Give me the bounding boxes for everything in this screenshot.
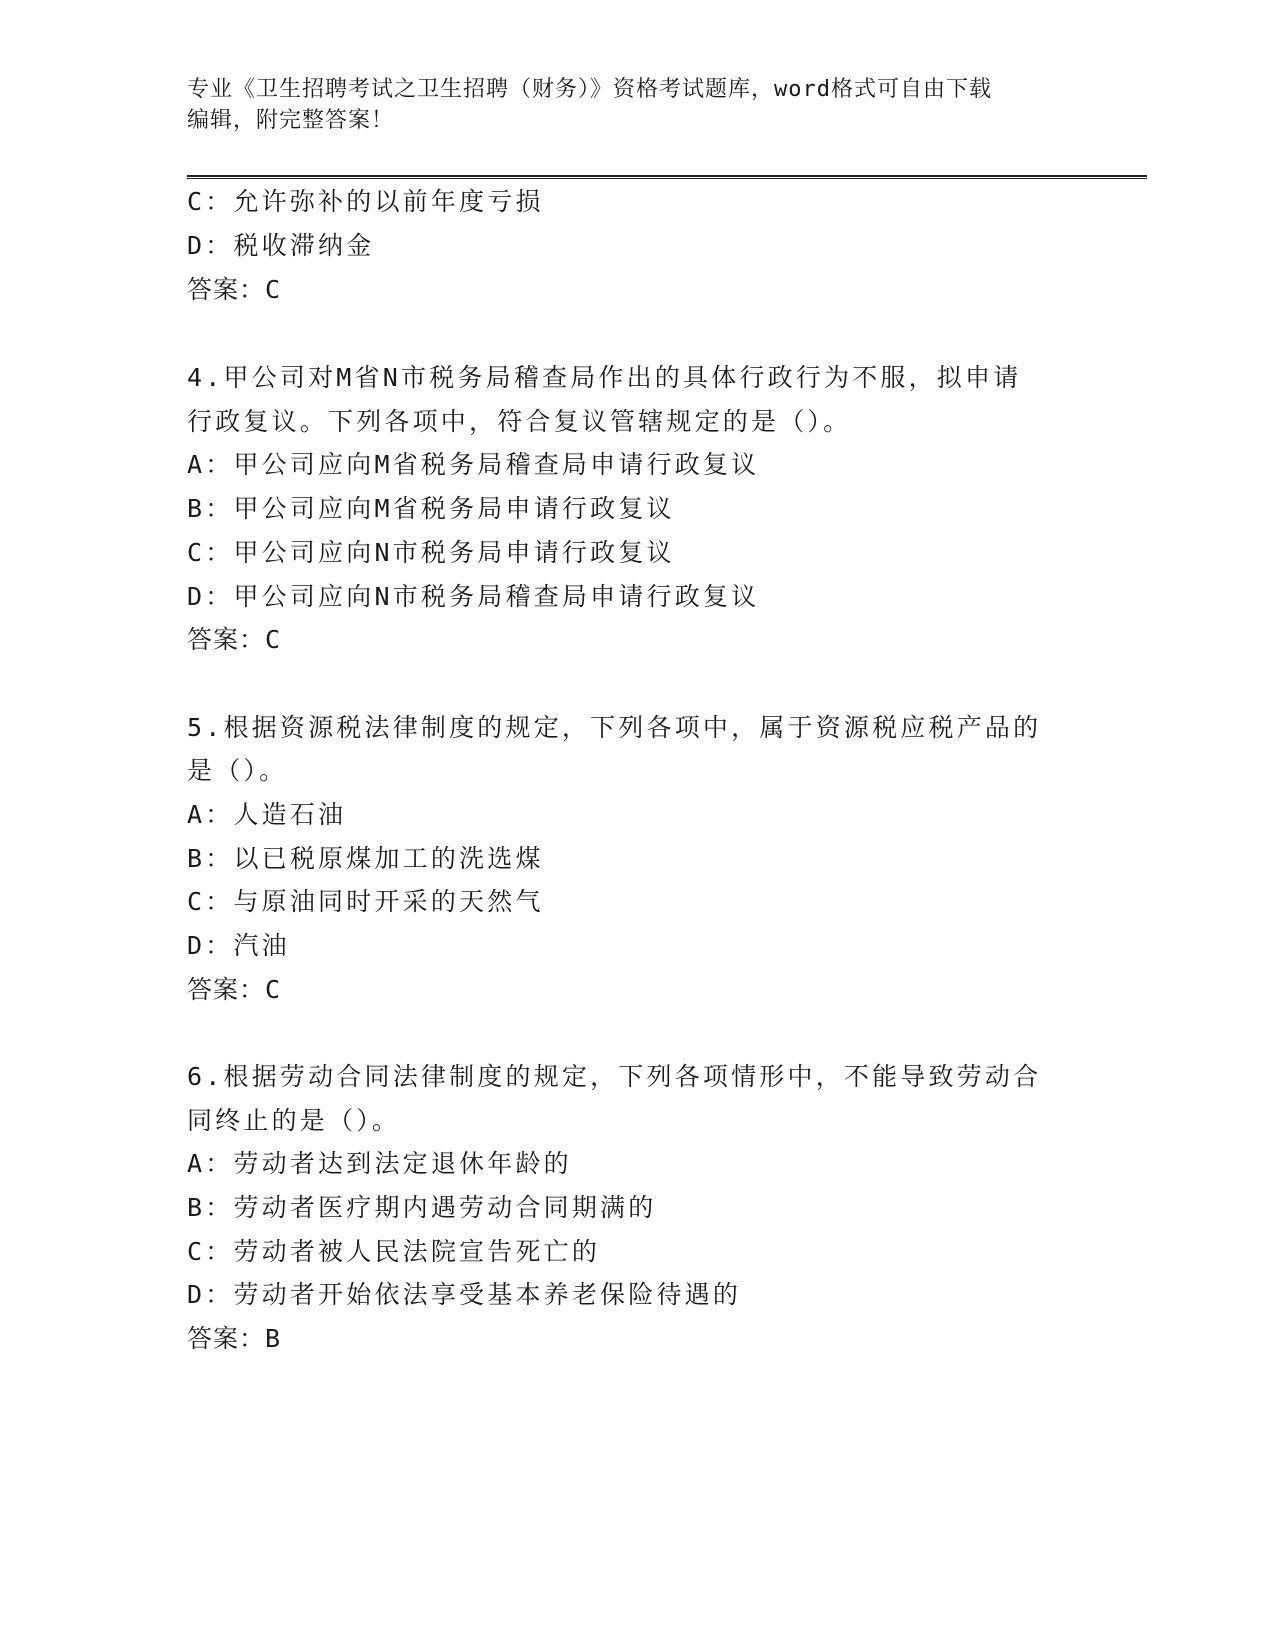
answer-line: 答案：C bbox=[187, 275, 282, 304]
option-a: A：甲公司应向M省税务局稽查局申请行政复议 bbox=[187, 450, 760, 479]
question-stem: 4.甲公司对M省N市税务局稽查局作出的具体行政行为不服，拟申请 bbox=[187, 363, 1022, 392]
answer-line: 答案：B bbox=[187, 1324, 282, 1353]
option-d: D：税收滞纳金 bbox=[187, 231, 375, 260]
option-c: C：劳动者被人民法院宣告死亡的 bbox=[187, 1237, 601, 1266]
question-stem: 5.根据资源税法律制度的规定，下列各项中，属于资源税应税产品的 bbox=[187, 713, 1042, 742]
answer-line: 答案：C bbox=[187, 625, 282, 654]
header-line-1: 专业《卫生招聘考试之卫生招聘（财务）》资格考试题库，word格式可自由下载 bbox=[187, 77, 992, 102]
option-b: B：劳动者医疗期内遇劳动合同期满的 bbox=[187, 1193, 657, 1222]
option-b: B：以已税原煤加工的洗选煤 bbox=[187, 844, 544, 873]
question-stem-continued: 是（）。 bbox=[187, 756, 288, 785]
question-stem-continued: 行政复议。下列各项中，符合复议管辖规定的是（）。 bbox=[187, 407, 852, 436]
header-divider bbox=[187, 175, 1147, 179]
document-header bbox=[187, 74, 1087, 136]
option-a: A：劳动者达到法定退休年龄的 bbox=[187, 1149, 572, 1178]
question-stem: 6.根据劳动合同法律制度的规定，下列各项情形中，不能导致劳动合 bbox=[187, 1062, 1042, 1091]
option-c: C：甲公司应向N市税务局申请行政复议 bbox=[187, 538, 675, 567]
option-b: B：甲公司应向M省税务局申请行政复议 bbox=[187, 494, 675, 523]
option-a: A：人造石油 bbox=[187, 800, 347, 829]
option-d: D：甲公司应向N市税务局稽查局申请行政复议 bbox=[187, 582, 760, 611]
question-stem-continued: 同终止的是（）。 bbox=[187, 1106, 401, 1135]
option-d: D：劳动者开始依法享受基本养老保险待遇的 bbox=[187, 1280, 742, 1309]
option-c: C：与原油同时开采的天然气 bbox=[187, 887, 544, 916]
option-c: C：允许弥补的以前年度亏损 bbox=[187, 187, 544, 216]
header-line-2: 编辑，附完整答案！ bbox=[187, 108, 395, 133]
option-d: D：汽油 bbox=[187, 931, 290, 960]
answer-line: 答案：C bbox=[187, 975, 282, 1004]
